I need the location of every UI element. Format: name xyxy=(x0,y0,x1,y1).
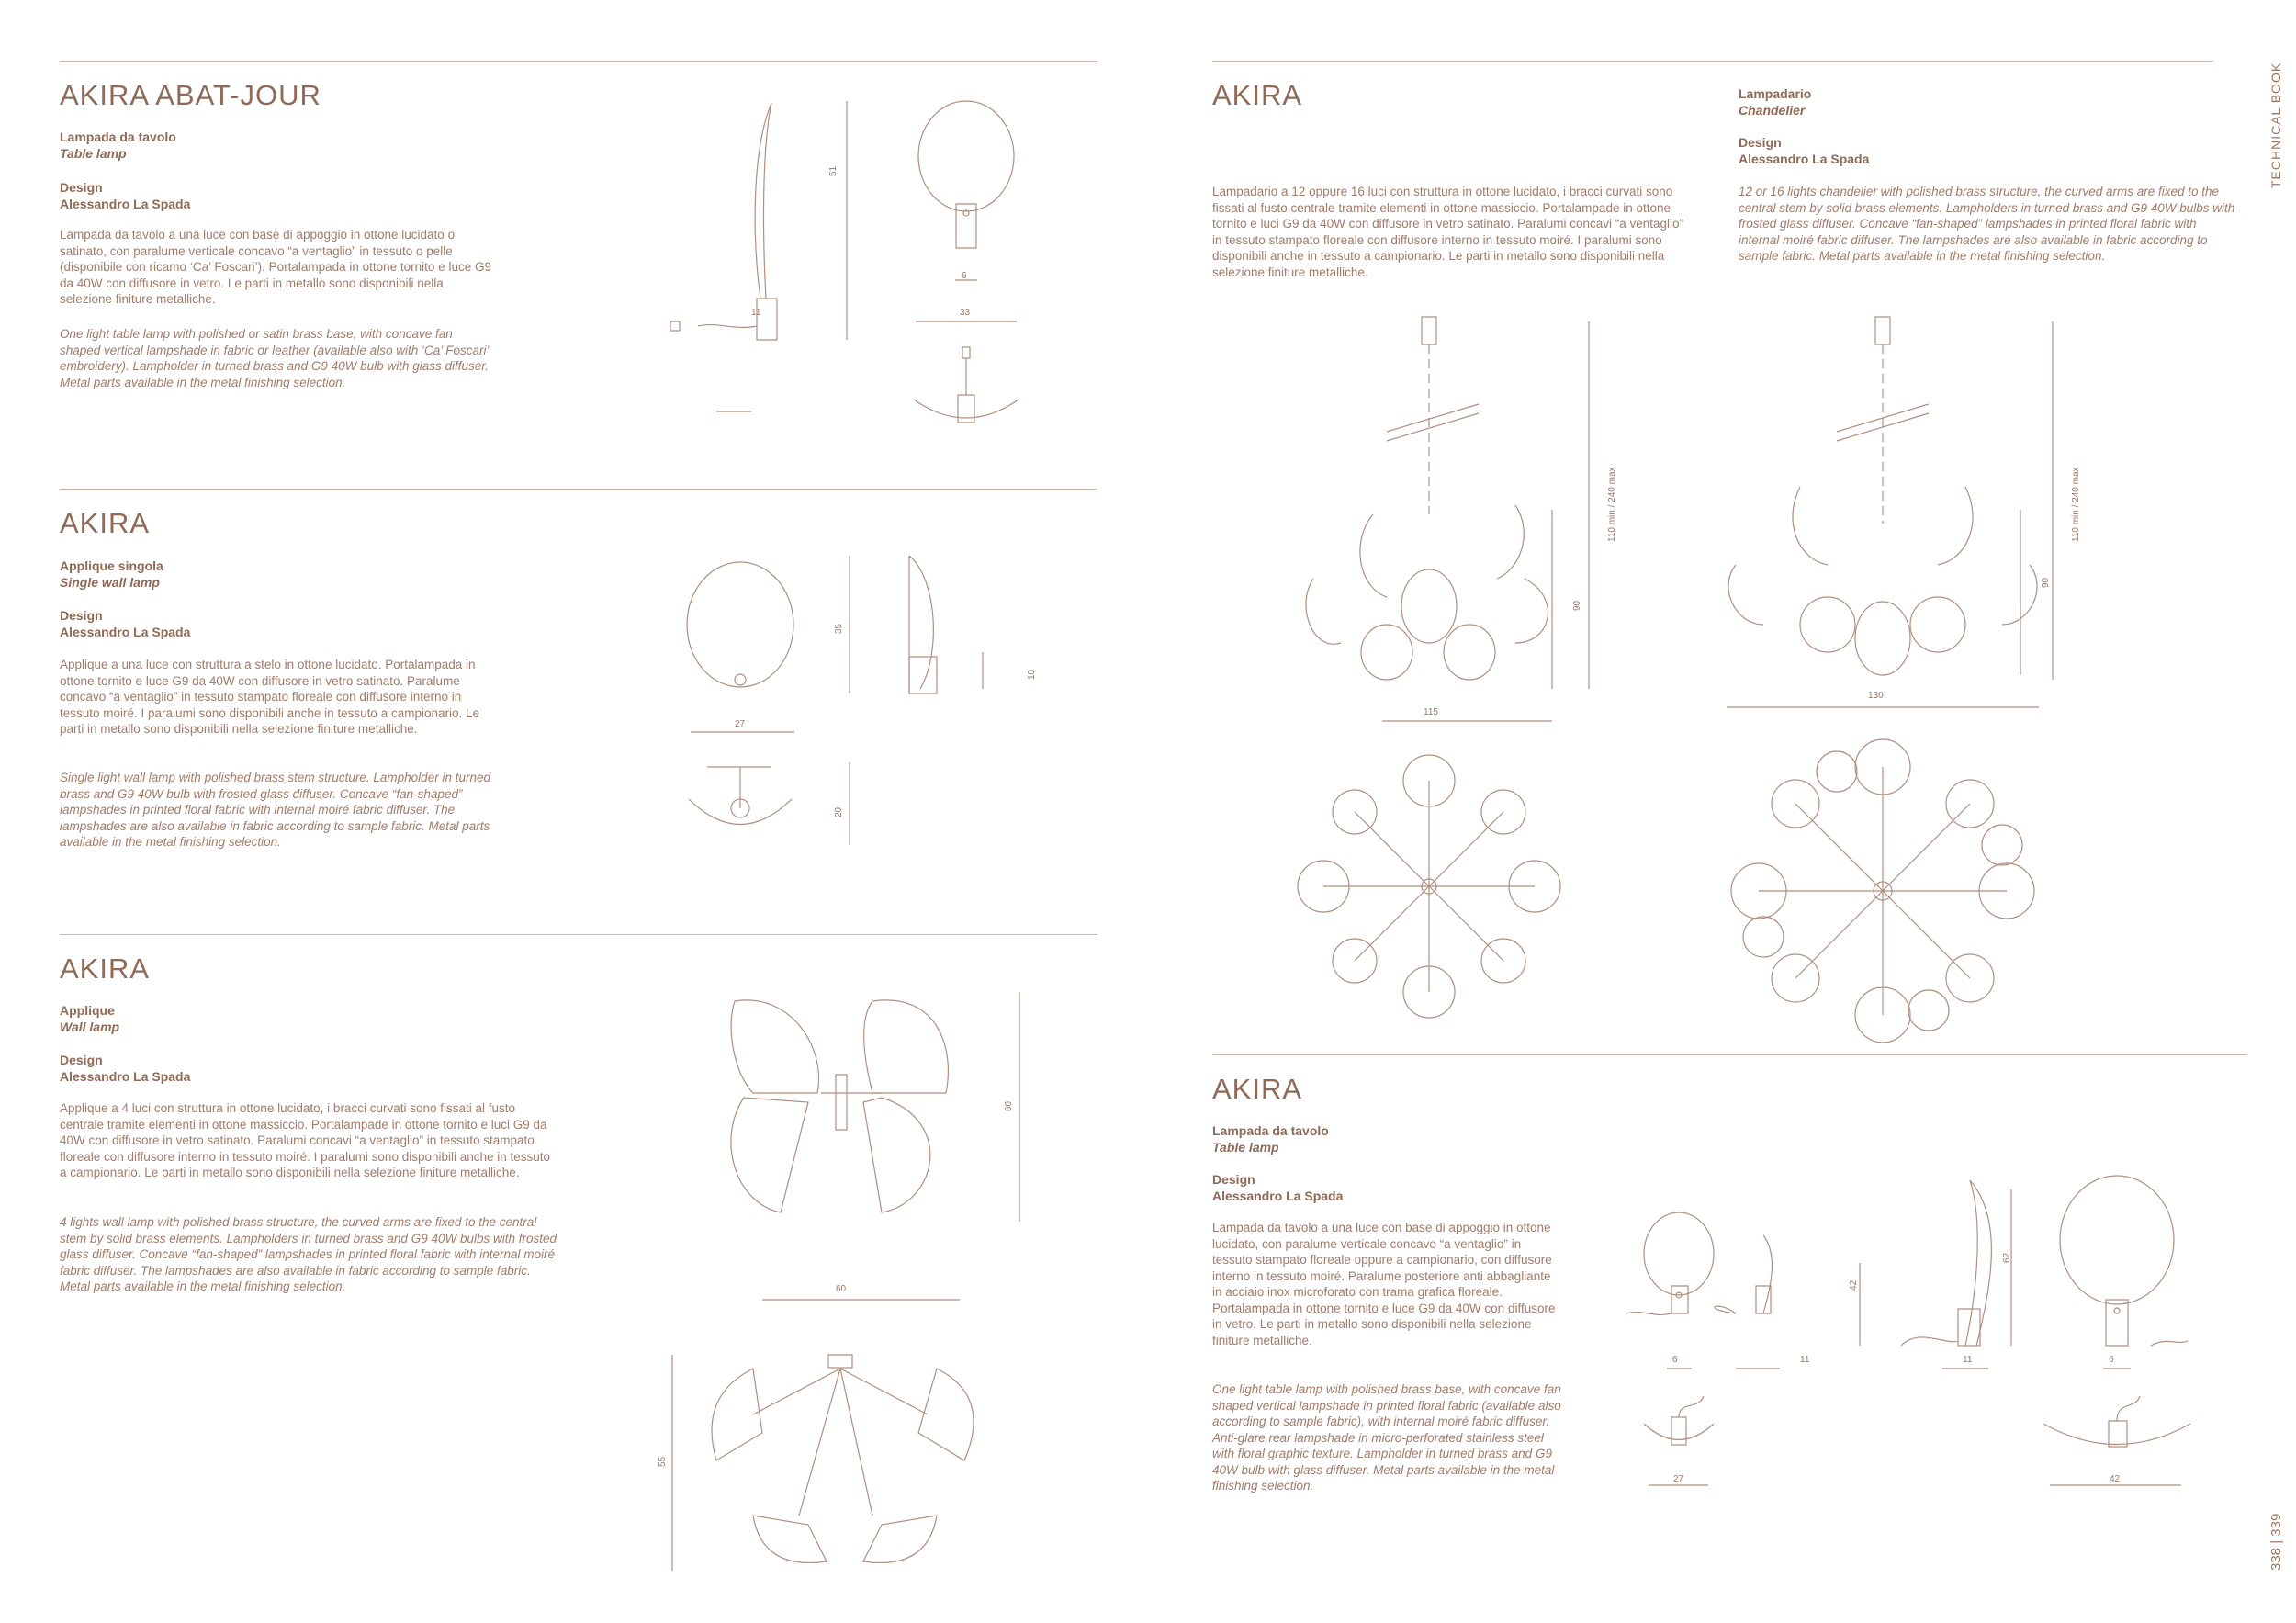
type-en: Chandelier xyxy=(1739,103,1806,118)
description-it: Applique a una luce con struttura a stelo in ottone lucidato. Portalampada in ottone tornito e luce G9 da 40W con diffusore in vetro satinato. Paralume concavo “a ventaglio” in tessuto stampato floreale con diffusore interno in tessuto moiré. I paralumi sono disponibili anche in tessuto a campionario. Le parti in metallo sono disponibili nella selezione finiture metalliche. xyxy=(60,658,480,736)
dim-table-base-small: 6 xyxy=(1672,1355,1678,1365)
design-label: Design xyxy=(60,608,103,623)
design-label: Design xyxy=(1739,135,1782,150)
type-it: Lampada da tavolo xyxy=(60,130,176,144)
rule-mid-left-2 xyxy=(60,934,1097,935)
dim-single-depth: 20 xyxy=(834,806,844,817)
product-type xyxy=(60,1002,119,1035)
design-credit xyxy=(1739,134,1869,167)
side-tab: TECHNICAL BOOK xyxy=(2268,62,2283,188)
section-title: AKIRA xyxy=(60,507,151,539)
description-en: 12 or 16 lights chandelier with polished brass structure, the curved arms are fixed to the central stem by solid brass elements. Lampholders in turned brass and G9 40W bulbs with frosted glass diffuser. Concave “fan-shaped” lampshades in printed floral fabric with internal moiré fabric diffuser. The lampshades are also available in fabric according to sample fabric. Metal parts available in the metal finishing selection. xyxy=(1739,185,2235,263)
chandelier-drawings xyxy=(1286,303,2112,1020)
description-en: 4 lights wall lamp with polished brass structure, the curved arms are fixed to the central stem by solid brass elements. Lampholders in turned brass and G9 40W bulbs with frosted glass diffuser. Concave “fan-shaped” lampshades in printed floral fabric with internal moiré fabric diffuser. The lampshades are also available in fabric according to sample fabric. Metal parts available in the metal finishing selection. xyxy=(60,1215,557,1293)
type-en: Table lamp xyxy=(1212,1140,1279,1155)
rule-top-left xyxy=(60,61,1097,62)
dim-abatjour-height: 51 xyxy=(828,165,838,176)
dim-table-base-large: 6 xyxy=(2109,1355,2114,1365)
description-it: Lampadario a 12 oppure 16 luci con struttura in ottone lucidato, i bracci curvati sono fissati al fusto centrale tramite elementi in ottone massiccio. Portalampade in ottone tornito e luci G9 da 40W con diffusore in vetro satinato. Paralumi concavi “a ventaglio” in tessuto stampato floreale con diffusore interno in tessuto moiré. I paralumi sono disponibili anche in tessuto a campionario. Le parti in metallo sono disponibili nella selezione finiture metalliche. xyxy=(1212,185,1684,279)
page-numbers: 338 | 339 xyxy=(2268,1513,2284,1571)
rule-mid-left-1 xyxy=(60,489,1097,490)
dim-table-width-small: 27 xyxy=(1673,1474,1684,1484)
dim-single-width: 27 xyxy=(735,719,746,729)
product-type xyxy=(60,558,163,591)
dim-abatjour-base: 6 xyxy=(962,271,967,281)
description-it: Applique a 4 luci con struttura in ottone lucidato, i bracci curvati sono fissati al fusto centrale tramite elementi in ottone massiccio. Portalampade in ottone tornito e luci G9 da 40W con diffusore in vetro satinato. Paralumi concavi “a ventaglio” in tessuto stampato floreale con diffusore interno in tessuto moiré. I paralumi sono disponibili anche in tessuto a campionario. Le parti in metallo sono disponibili nella selezione finiture metalliche. xyxy=(60,1101,551,1179)
dim-table-height-small: 42 xyxy=(1849,1279,1859,1291)
dim-table-width-large: 42 xyxy=(2110,1474,2121,1484)
dim-chandelier-width-small: 115 xyxy=(1424,707,1438,717)
product-type xyxy=(60,129,176,162)
type-it: Lampada da tavolo xyxy=(1212,1123,1329,1138)
section-title: AKIRA xyxy=(1212,79,1303,111)
designer-name: Alessandro La Spada xyxy=(60,1069,191,1084)
designer-name: Alessandro La Spada xyxy=(1212,1189,1344,1203)
design-credit xyxy=(60,1052,190,1085)
type-en: Table lamp xyxy=(60,146,127,161)
type-it: Applique xyxy=(60,1003,115,1018)
type-it: Applique singola xyxy=(60,558,163,573)
design-label: Design xyxy=(1212,1172,1255,1187)
section-title: AKIRA ABAT-JOUR xyxy=(60,79,321,111)
description-it: Lampada da tavolo a una luce con base di appoggio in ottone lucidato o satinato, con paralume verticale concavo “a ventaglio” in tessuto o pelle (disponibile con ricamo ‘Ca’ Foscari’). Portalampada in ottone tornito e luce G9 da 40W con diffusore in vetro. Le parti in metallo sono disponibili nella selezione finiture metalliche. xyxy=(60,228,491,306)
rule-mid-right xyxy=(1212,1054,2247,1055)
dim-chandelier-total-small: 110 min / 240 max xyxy=(1607,467,1617,542)
dim-single-plate: 10 xyxy=(1027,669,1037,680)
table-lamp-drawings xyxy=(1626,1162,2195,1511)
designer-name: Alessandro La Spada xyxy=(1739,152,1870,166)
product-type xyxy=(1212,1122,1329,1155)
design-label: Design xyxy=(60,180,103,195)
applique-four-drawings xyxy=(661,983,1047,1589)
description-en: One light table lamp with polished or satin brass base, with concave fan shaped vertical lampshade in fabric or leather (available also with ‘Ca’ Foscari’ embroidery). Lampholder in turned brass and G9 40W bulb with glass diffuser. Metal parts available in the metal finishing selection. xyxy=(60,327,489,389)
dim-table-depth-large: 11 xyxy=(1963,1355,1973,1365)
dim-abatjour-depth: 11 xyxy=(751,308,761,318)
section-title: AKIRA xyxy=(1212,1073,1303,1105)
type-it: Lampadario xyxy=(1739,86,1812,101)
applique-single-drawings xyxy=(680,551,1065,863)
design-label: Design xyxy=(60,1053,103,1067)
dim-four-width: 60 xyxy=(836,1284,847,1294)
dim-four-depth: 55 xyxy=(658,1456,668,1467)
dim-table-height-large: 62 xyxy=(2002,1252,2012,1263)
dim-chandelier-body-small: 90 xyxy=(1572,600,1582,611)
description-en: Single light wall lamp with polished brass stem structure. Lampholder in turned brass and G9 40W bulb with frosted glass diffuser. Concave “fan-shaped” lampshades in printed floral fabric with internal moiré fabric diffuser. The lampshades are also available in fabric according to sample fabric. Metal parts available in the metal finishing selection. xyxy=(60,771,490,849)
dim-single-height: 35 xyxy=(834,623,844,634)
designer-name: Alessandro La Spada xyxy=(60,197,191,211)
description-en: One light table lamp with polished brass base, with concave fan shaped vertical lampshade in printed floral fabric (available also according to sample fabric), with internal moiré fabric diffuser. Anti-glare rear lampshade in micro-perforated stainless steel with floral graphic texture. Lampholder in turned brass and G9 40W bulb with glass diffuser. Metal parts available in the metal finishing selection. xyxy=(1212,1382,1561,1493)
design-credit xyxy=(1212,1171,1343,1204)
section-title: AKIRA xyxy=(60,952,151,985)
design-credit xyxy=(60,179,190,212)
dim-abatjour-width: 33 xyxy=(960,308,971,318)
design-credit xyxy=(60,607,190,640)
type-en: Single wall lamp xyxy=(60,575,160,590)
product-type xyxy=(1739,85,1811,118)
dim-four-height: 60 xyxy=(1004,1100,1014,1111)
type-en: Wall lamp xyxy=(60,1020,120,1034)
description-it: Lampada da tavolo a una luce con base di appoggio in ottone lucidato, con paralume verticale concavo “a ventaglio” in tessuto stampato floreale oppure a campionario, con diffusore interno in tessuto moiré. Paralume posteriore anti abbagliante in acciaio inox microforato con trama grafica floreale. Portalampada in ottone tornito e luce G9 da 40W con diffusore in vetro. Le parti in metallo sono disponibili nella selezione finiture metalliche. xyxy=(1212,1221,1556,1347)
abatjour-drawings xyxy=(643,92,1065,441)
dim-chandelier-width-large: 130 xyxy=(1868,691,1884,701)
dim-table-depth-small: 11 xyxy=(1800,1355,1810,1365)
designer-name: Alessandro La Spada xyxy=(60,625,191,639)
rule-top-right xyxy=(1212,61,2213,62)
dim-chandelier-body-large: 90 xyxy=(2041,577,2051,588)
dim-chandelier-total-large: 110 min / 240 max xyxy=(2071,467,2081,542)
